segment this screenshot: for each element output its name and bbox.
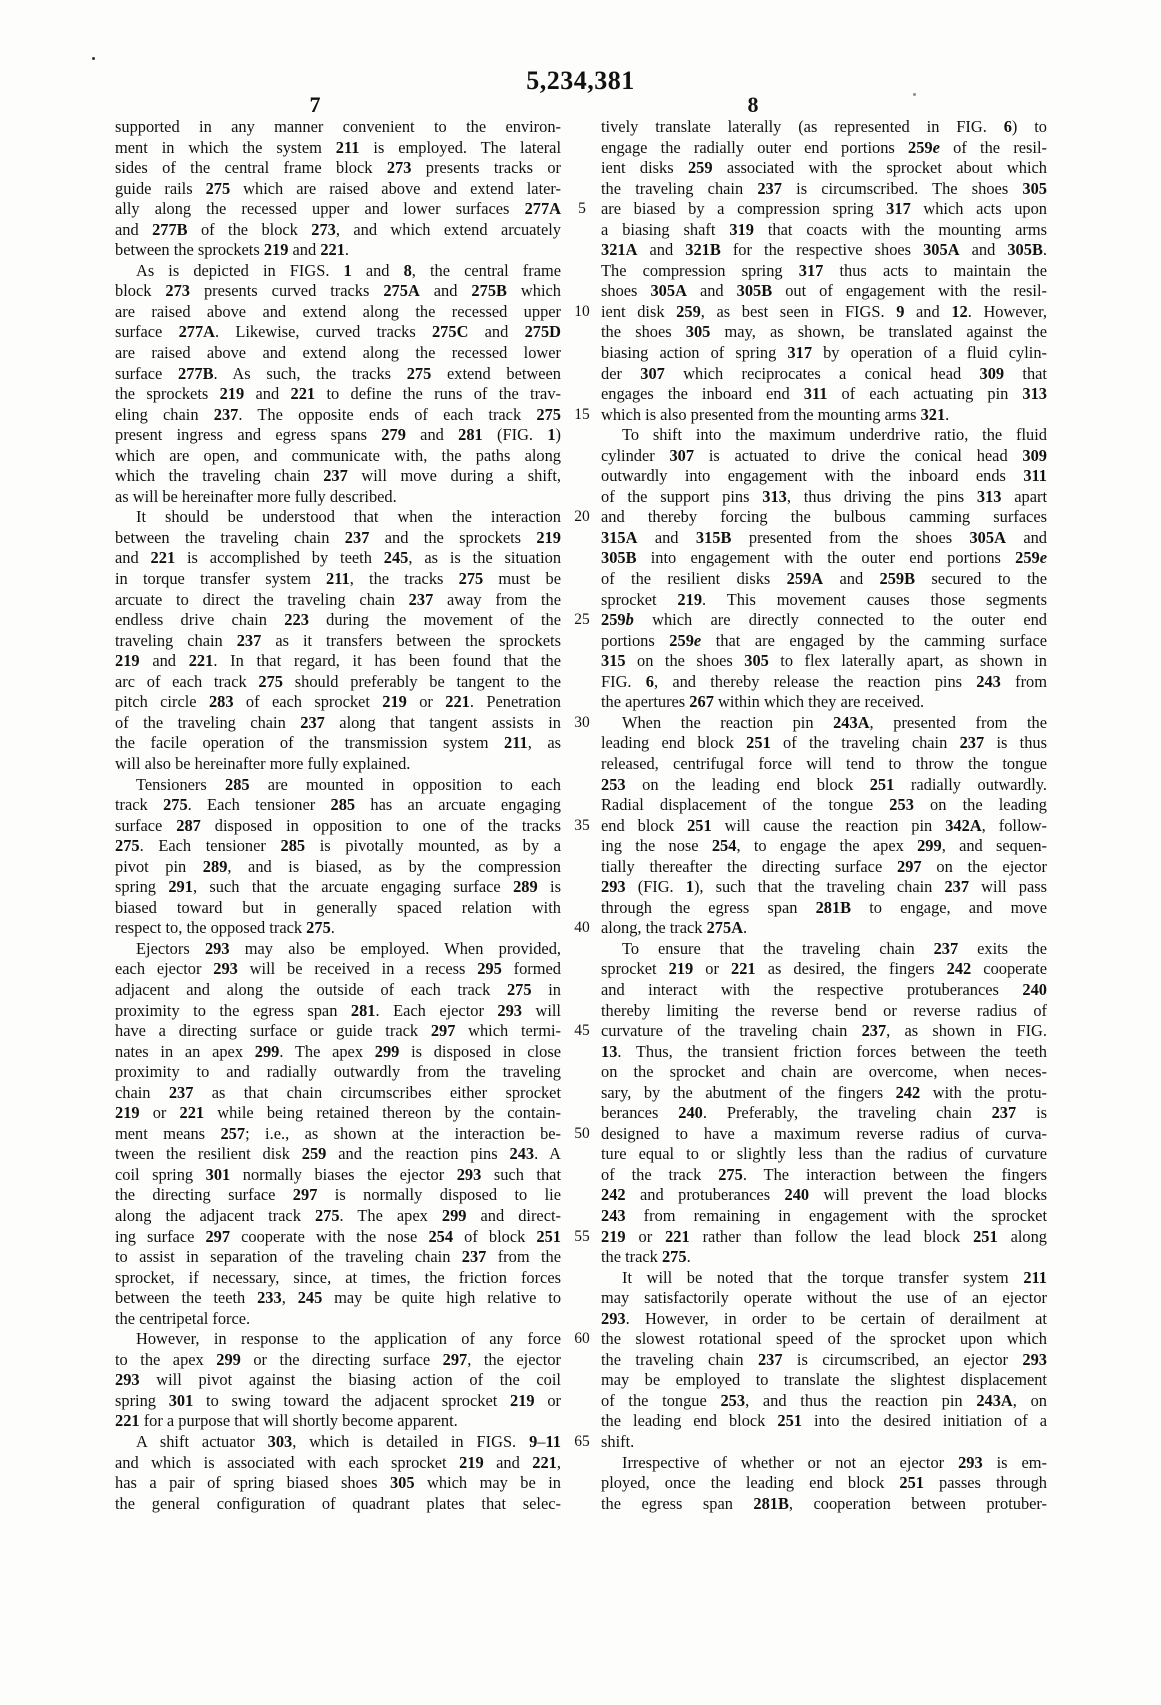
text-line: may be employed to translate the slightest displacement [601, 1370, 1047, 1390]
line-number-gutter [566, 117, 598, 1537]
text-line: portions 259e that are engaged by the camming surface [601, 630, 1047, 650]
line-number: 60 [574, 1330, 590, 1348]
text-line: endless drive chain 223 during the movement of the [115, 610, 562, 630]
text-line: 293. However, in order to be certain of derailment at [601, 1308, 1047, 1328]
text-line: between the sprockets 219 and 221. [115, 240, 350, 260]
line-number: 50 [574, 1124, 590, 1142]
text-line: nates in an apex 299. The apex 299 is disposed in close [115, 1041, 561, 1061]
text-line: der 307 which reciprocates a conical head 309 that [601, 363, 1047, 383]
text-line: curvature of the traveling chain 237, as shown in FIG. [601, 1021, 1047, 1041]
text-line: adjacent and along the outside of each track 275 in [115, 979, 561, 999]
text-line: coil spring 301 normally biases the ejector 293 such that [115, 1164, 561, 1184]
text-line: 219 and 221. In that regard, it has been found that the [115, 651, 561, 671]
text-line: 243 from remaining in engagement with the sprocket [601, 1205, 1047, 1225]
text-line: tially thereafter the directing surface 297 on the ejector [601, 856, 1048, 876]
text-line: a biasing shaft 319 that coacts with the mounting arms [601, 219, 1047, 239]
text-line: ally along the recessed upper and lower surfaces 277A [115, 199, 561, 219]
text-line: pitch circle 283 of each sprocket 219 or 221. Penetration [115, 692, 562, 712]
text-line: biased toward but in generally spaced relation with [115, 897, 561, 917]
text-line: each ejector 293 will be received in a recess 295 formed [115, 959, 561, 979]
text-line: engage the radially outer end portions 259e of the resil- [601, 137, 1047, 157]
line-number: 30 [574, 713, 590, 731]
line-number: 25 [574, 611, 590, 629]
text-line: will also be hereinafter more fully explained. [115, 753, 411, 773]
text-line: However, in response to the application of any force [136, 1329, 561, 1349]
text-line: 253 on the leading end block 251 radially outwardly. [601, 774, 1048, 794]
text-line: Irrespective of whether or not an ejector 293 is em- [622, 1452, 1047, 1472]
text-line: 315 on the shoes 305 to flex laterally apart, as shown in [601, 651, 1047, 671]
text-line: the centripetal force. [115, 1308, 251, 1328]
text-line: sides of the central frame block 273 presents tracks or [115, 158, 561, 178]
text-line: has a pair of spring biased shoes 305 which may be in [115, 1473, 561, 1493]
text-line: the directing surface 297 is normally disposed to lie [115, 1185, 561, 1205]
text-line: along the adjacent track 275. The apex 299 and direct- [115, 1205, 561, 1225]
text-line: A shift actuator 303, which is detailed in FIGS. 9–11 [136, 1432, 561, 1451]
text-line: tively translate laterally (as represented in FIG. 6) to [601, 117, 1047, 136]
left-text-column [115, 117, 561, 1514]
text-line: ture equal to or slightly less than the radius of curvature [601, 1144, 1047, 1164]
text-line: and interact with the respective protuberances 240 [601, 979, 1047, 999]
text-line: and which is associated with each sprocket 219 and 221, [115, 1452, 561, 1472]
line-number: 65 [574, 1433, 590, 1451]
line-number: 35 [574, 816, 590, 834]
text-line: which are open, and communicate with, the paths along [115, 445, 561, 465]
text-line: the shoes 305 may, as shown, be translated against the [601, 322, 1047, 342]
text-line: ployed, once the leading end block 251 passes through [601, 1473, 1047, 1493]
text-line: of the traveling chain 237 along that tangent assists in [115, 712, 561, 732]
text-line: block 273 presents curved tracks 275A and 275B which [115, 281, 561, 301]
text-line: sprocket 219 or 221 as desired, the fingers 242 cooperate [601, 959, 1047, 979]
line-number: 55 [574, 1227, 590, 1245]
line-number: 15 [574, 405, 590, 423]
text-line: berances 240. Preferably, the traveling chain 237 is [601, 1103, 1047, 1123]
text-line: the slowest rotational speed of the sprocket upon which [601, 1329, 1047, 1349]
text-line: and 277B of the block 273, and which extend arcuately [115, 219, 561, 239]
text-body [0, 117, 1161, 1537]
text-line: ing the nose 254, to engage the apex 299, and sequen- [601, 836, 1047, 856]
text-line: guide rails 275 which are raised above and extend later- [115, 178, 561, 198]
text-line: along, the track 275A. [601, 918, 748, 938]
left-column-page-number: 7 [309, 92, 321, 117]
text-line: through the egress span 281B to engage, and move [601, 897, 1047, 917]
text-line: have a directing surface or guide track 297 which termi- [115, 1021, 561, 1041]
text-line: surface 287 disposed in opposition to one of the tracks [115, 815, 561, 835]
text-line: of the tongue 253, and thus the reaction pin 243A, on [601, 1390, 1047, 1410]
text-line: biasing action of spring 317 by operation of a fluid cylin- [601, 343, 1047, 363]
text-line: leading end block 251 of the traveling chain 237 is thus [601, 733, 1048, 753]
text-line: may satisfactorily operate without the use of an ejector [601, 1288, 1047, 1308]
text-line: When the reaction pin 243A, presented from the [622, 712, 1047, 732]
text-line: tween the resilient disk 259 and the reaction pins 243. A [115, 1144, 561, 1164]
text-line: between the traveling chain 237 and the sprockets 219 [115, 527, 561, 547]
text-line: Radial displacement of the tongue 253 on the leading [601, 795, 1047, 815]
text-line: 242 and protuberances 240 will prevent the load blocks [601, 1185, 1047, 1205]
text-line: of the resilient disks 259A and 259B secured to the [601, 569, 1047, 589]
text-line: ient disk 259, as best seen in FIGS. 9 and 12. However, [601, 301, 1047, 321]
text-line: between the teeth 233, 245 may be quite high relative to [115, 1288, 562, 1308]
text-line: shoes 305A and 305B out of engagement with the resil- [601, 281, 1047, 301]
line-number: 45 [574, 1022, 590, 1040]
text-line: 221 for a purpose that will shortly become apparent. [115, 1411, 458, 1431]
text-line: outwardly into engagement with the inboard ends 311 [601, 466, 1047, 486]
text-line: FIG. 6, and thereby release the reaction pins 243 from [601, 671, 1047, 691]
text-line: spring 291, such that the arcuate engaging surface 289 is [115, 877, 561, 897]
text-line: released, centrifugal force will tend to throw the tongue [601, 753, 1047, 773]
text-line: ient disks 259 associated with the sprocket about which [601, 158, 1047, 178]
text-line: the general configuration of quadrant plates that selec- [115, 1493, 561, 1513]
text-line: The compression spring 317 thus acts to maintain the [601, 260, 1047, 280]
line-number: 10 [574, 302, 590, 320]
right-text-column [601, 117, 1047, 1514]
text-line: on the sprocket and chain are overcome, when neces- [601, 1062, 1047, 1082]
text-line: of the track 275. The interaction between the fingers [601, 1164, 1047, 1184]
patent-number: 5,234,381 [526, 66, 635, 95]
text-line: to assist in separation of the traveling chain 237 from the [115, 1247, 561, 1267]
text-line: in torque transfer system 211, the tracks 275 must be [115, 569, 561, 589]
text-line: the track 275. [601, 1247, 691, 1267]
text-line: 293 (FIG. 1), such that the traveling chain 237 will pass [601, 877, 1047, 897]
text-line: chain 237 as that chain circumscribes either sprocket [115, 1082, 561, 1102]
text-line: and thereby forcing the bulbous camming surfaces [601, 507, 1047, 527]
text-line: are biased by a compression spring 317 which acts upon [601, 199, 1047, 219]
text-line: the sprockets 219 and 221 to define the runs of the trav- [115, 384, 561, 404]
text-line: thereby limiting the reverse bend or reverse radius of [601, 1000, 1047, 1020]
text-line: Tensioners 285 are mounted in opposition to each [136, 774, 562, 794]
text-line: 219 or 221 rather than follow the lead block 251 along [601, 1226, 1048, 1246]
text-line: surface 277B. As such, the tracks 275 extend between [115, 363, 561, 383]
text-line: ing surface 297 cooperate with the nose 254 of block 251 [115, 1226, 561, 1246]
text-line: track 275. Each tensioner 285 has an arcuate engaging [115, 795, 561, 815]
text-line: eling chain 237. The opposite ends of each track 275 [115, 404, 561, 424]
text-line: pivot pin 289, and is biased, as by the compression [115, 856, 561, 876]
text-line: present ingress and egress spans 279 and 281 (FIG. 1) [115, 425, 561, 445]
text-line: spring 301 to swing toward the adjacent sprocket 219 or [115, 1390, 561, 1410]
text-line: are raised above and extend along the recessed lower [115, 343, 561, 363]
text-line: as will be hereinafter more fully described. [115, 486, 397, 506]
text-line: sprocket, if necessary, since, at times, the friction forces [115, 1267, 561, 1287]
text-line: surface 277A. Likewise, curved tracks 275C and 275D [115, 322, 561, 342]
text-line: To shift into the maximum underdrive ratio, the fluid [622, 425, 1047, 445]
text-line: ment in which the system 211 is employed. The lateral [115, 137, 562, 157]
text-line: As is depicted in FIGS. 1 and 8, the central frame [136, 260, 561, 280]
text-line: 259b which are directly connected to the outer end [601, 610, 1047, 630]
text-line: respect to, the opposed track 275. [115, 918, 335, 938]
text-line: cylinder 307 is actuated to drive the conical head 309 [601, 445, 1047, 465]
text-line: proximity to and radially outwardly from the traveling [115, 1062, 561, 1082]
text-line: 13. Thus, the transient friction forces between the teeth [601, 1041, 1047, 1061]
text-line: To ensure that the traveling chain 237 exits the [622, 938, 1047, 958]
text-line: are raised above and extend along the recessed upper [115, 301, 561, 321]
text-line: the leading end block 251 into the desired initiation of a [601, 1411, 1047, 1431]
text-line: and 221 is accomplished by teeth 245, as is the situation [115, 548, 562, 568]
text-line: the egress span 281B, cooperation between protuber- [601, 1493, 1047, 1513]
text-line: the facile operation of the transmission system 211, as [115, 733, 561, 753]
text-line: engages the inboard end 311 of each actuating pin 313 [601, 384, 1047, 404]
text-line: 315A and 315B presented from the shoes 305A and [601, 527, 1047, 547]
text-line: arcuate to direct the traveling chain 237 away from the [115, 589, 561, 609]
text-line: traveling chain 237 as it transfers between the sprockets [115, 630, 561, 650]
text-line: the apertures 267 within which they are received. [601, 692, 925, 712]
line-number: 20 [574, 508, 590, 526]
text-line: to the apex 299 or the directing surface 297, the ejector [115, 1349, 561, 1369]
text-line: which the traveling chain 237 will move during a shift, [115, 466, 561, 486]
text-line: which is also presented from the mounting arms 321. [601, 404, 950, 424]
text-line: sary, by the abutment of the fingers 242 with the protu- [601, 1082, 1047, 1102]
text-line: It should be understood that when the interaction [136, 507, 561, 527]
text-line: end block 251 will cause the reaction pin 342A, follow- [601, 815, 1048, 835]
text-line: It will be noted that the torque transfer system 211 [622, 1267, 1047, 1287]
line-number: 40 [574, 919, 590, 937]
line-number: 5 [578, 200, 586, 218]
text-line: ment means 257; i.e., as shown at the interaction be- [115, 1123, 561, 1143]
text-line: proximity to the egress span 281. Each ejector 293 will [115, 1000, 561, 1020]
text-line: arc of each track 275 should preferably be tangent to the [115, 671, 561, 691]
text-line: of the support pins 313, thus driving the pins 313 apart [601, 486, 1048, 506]
text-line: the traveling chain 237 is circumscribed. The shoes 305 [601, 178, 1047, 198]
text-line: designed to have a maximum reverse radius of curva- [601, 1123, 1047, 1143]
text-line: 321A and 321B for the respective shoes 305A and 305B. [601, 240, 1047, 260]
text-line: shift. [601, 1432, 635, 1451]
text-line: 305B into engagement with the outer end portions 259e [601, 548, 1047, 568]
text-line: sprocket 219. This movement causes those segments [601, 589, 1047, 609]
scan-artifact-dot [92, 57, 95, 60]
text-line: supported in any manner convenient to the environ- [115, 117, 561, 136]
text-line: 275. Each tensioner 285 is pivotally mounted, as by a [115, 836, 561, 856]
text-line: 219 or 221 while being retained thereon by the contain- [115, 1103, 561, 1123]
right-column-page-number: 8 [747, 92, 759, 117]
text-line: Ejectors 293 may also be employed. When provided, [136, 938, 561, 958]
text-line: the traveling chain 237 is circumscribed, an ejector 293 [601, 1349, 1047, 1369]
text-line: 293 will pivot against the biasing action of the coil [115, 1370, 561, 1390]
